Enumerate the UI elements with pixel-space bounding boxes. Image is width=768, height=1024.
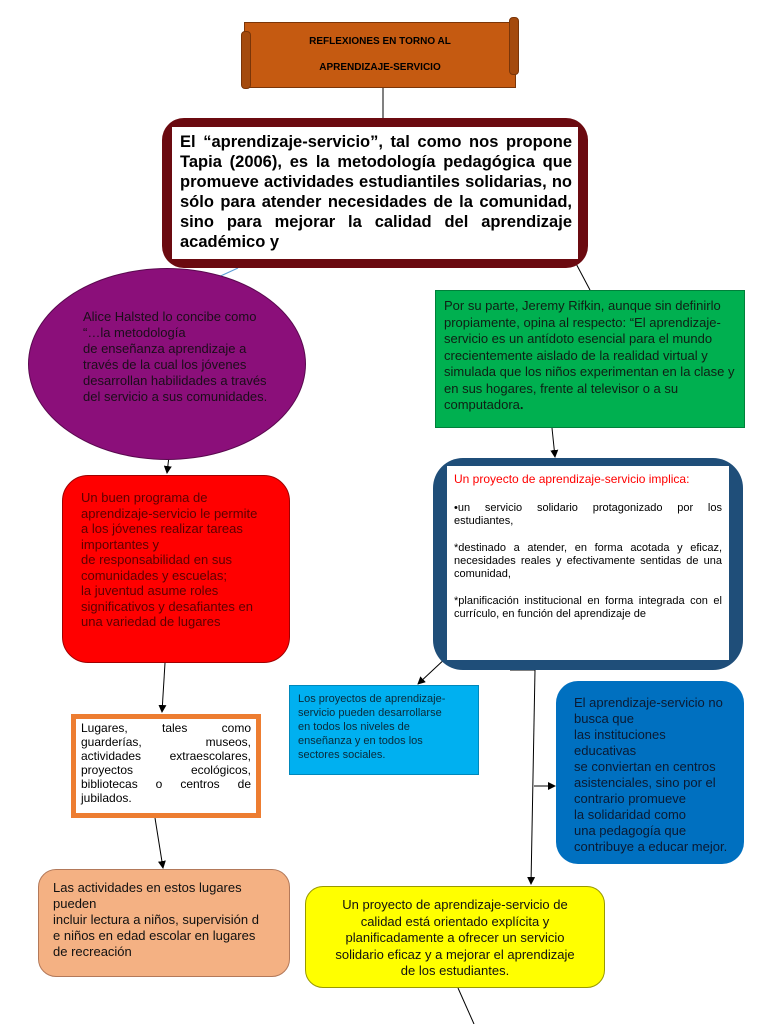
niveles-line: enseñanza y en todos los [298,735,423,747]
calidad-line: de los estudiantes. [400,963,510,978]
proyecto-item: *planificación institucional en forma integrada con el currículo, en función del aprendizaje de [454,595,722,620]
proyecto-item: •un servicio solidario protagonizado por los estudiantes, [454,502,722,527]
actividades-line: incluir lectura a niños, supervisión d [53,912,259,927]
actividades-line: e niños en edad escolar en lugares [53,928,256,943]
halsted-line: de enseñanza aprendizaje a [83,341,247,356]
no-busca-line: una pedagogía que [574,823,687,838]
programa-line: Un buen programa de [81,490,208,505]
halsted-line: Alice Halsted lo concibe como [83,309,257,324]
no-busca-line: contribuye a educar mejor. [574,839,728,854]
proyecto-heading: Un proyecto de aprendizaje-servicio implica: [454,472,690,486]
programa-line: a los jóvenes realizar tareas [81,521,243,536]
no-busca-line: asistenciales, sino por el [574,775,716,790]
programa-line: una variedad de lugares [81,614,221,629]
calidad-box [305,886,605,988]
halsted-line: “…la metodología [83,325,186,340]
proyecto-content [447,466,729,660]
rifkin-box [435,290,745,428]
no-busca-box [556,681,744,864]
calidad-line: planificadamente a ofrecer un servicio [345,930,565,945]
calidad-line: Un proyecto de aprendizaje-servicio de [342,897,568,912]
no-busca-line: las instituciones educativas [574,727,666,758]
no-busca-line: contrario promueve [574,791,686,806]
programa-line: aprendizaje-servicio le permite [81,505,258,521]
no-busca-line: la solidaridad como [574,807,687,822]
programa-box [62,475,290,663]
scroll-curl-left [241,31,251,89]
niveles-line: sectores sociales. [298,749,386,761]
rifkin-end: . [519,397,524,412]
programa-line: significativos y desafiantes en [81,598,253,614]
halsted-line: desarrollan habilidades a través [83,373,267,388]
niveles-line: servicio pueden desarrollarse [298,707,442,719]
scroll-curl-right [509,17,519,75]
actividades-box [38,869,290,977]
connector-lugares-actividades [155,818,163,868]
lugares-box [71,714,261,818]
calidad-line: solidario eficaz y a mejorar el aprendizaje [335,946,575,962]
title-line-1: REFLEXIONES EN TORNO AL [309,36,451,47]
definition-box [162,118,588,268]
no-busca-line: El aprendizaje-servicio no [574,695,723,710]
halsted-ellipse [28,268,306,460]
programa-line: la juventud asume roles [81,583,219,598]
connector-rifkin-proyecto [552,428,555,457]
proyecto-item: *destinado a atender, en forma acotada y eficaz, necesidades reales y efectivamente sentidas de una comunidad, [454,542,722,580]
connector-proyecto-trunk [531,670,535,884]
niveles-line: Los proyectos de aprendizaje- [298,693,446,705]
actividades-line: de recreación [53,944,132,959]
halsted-line: través de la cual los jóvenes [83,357,247,372]
programa-line: importantes y [81,536,160,552]
title-line-2: APRENDIZAJE-SERVICIO [319,62,441,73]
title-banner [244,22,516,88]
niveles-box [289,685,479,775]
calidad-line: calidad está orientado explícita y [360,913,550,929]
lugares-text: Lugares, tales como guarderías, museos, actividades extraescolares, proyectos ecológicos, bibliotecas o centros de jubilados. [81,721,251,805]
halsted-line: del servicio a sus comunidades. [83,389,268,404]
niveles-line: en todos los niveles de [298,721,410,733]
actividades-line: Las actividades en estos lugares [53,880,242,895]
programa-line: de responsabilidad en sus [81,552,233,567]
definition-text: El “aprendizaje-servicio”, tal como nos propone Tapia (2006), es la metodología pedagógica que promueve actividades estudiantiles solidarias, no sólo para atender necesidades de la comunidad, sino para mejorar la calidad del aprendizaje académico y [172,127,578,259]
proyecto-box [433,458,743,670]
connector-calidad-bottom [458,988,474,1024]
actividades-line: pueden [53,896,97,911]
connector-programa-lugares [162,663,165,712]
no-busca-line: se conviertan en centros [574,759,716,774]
rifkin-text: Por su parte, Jeremy Rifkin, aunque sin definirlo propiamente, opina al respecto: “El aprendizaje-servicio es un antídoto esencial para el mundo crecientemente aislado de la realidad virtual y simulada que los niños experimentan en la clase y en sus hogares, frente al televisor o a su computadora [444,298,735,412]
no-busca-line: busca que [574,711,634,726]
programa-line: comunidades y escuelas; [81,567,227,583]
